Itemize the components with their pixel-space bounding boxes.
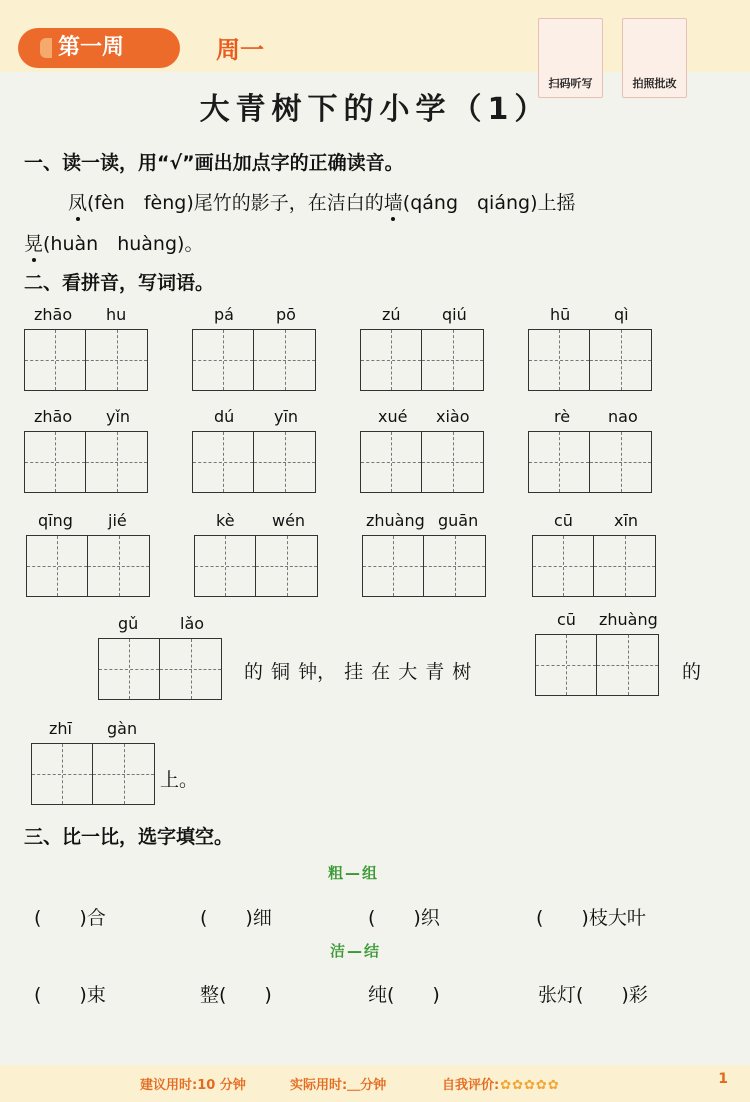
section3-heading: 三、比一比，选字填空。 [24,826,234,848]
section1-line1 [68,188,576,215]
dotted-char-qiang: 墙 [383,192,403,214]
pinyin-writing-group [194,511,320,601]
writing-cell[interactable] [597,634,659,696]
writing-cell[interactable] [422,431,484,493]
writing-cell[interactable] [424,535,486,597]
pinyin-writing-group [192,407,318,497]
writing-cell[interactable] [98,638,160,700]
writing-cell[interactable] [24,329,86,391]
fill-blank-item[interactable]: ( )细 [200,907,272,929]
pinyin-label: zhāo [34,407,73,426]
week-tab: 第一周 [18,28,180,68]
section1-line2 [24,229,203,256]
pinyin-writing-group [360,305,486,395]
writing-cell[interactable] [86,431,148,493]
pinyin-options-qiang: (qáng qiáng) [402,192,538,214]
writing-cell[interactable] [93,743,155,805]
pinyin-label: kè [216,511,235,530]
photo-grade-label: 拍照批改 [632,77,677,90]
section2-heading: 二、看拼音，写词语。 [24,272,215,294]
pinyin-writing-group [98,614,224,704]
pinyin-label: pō [276,305,296,324]
pinyin-label: rè [554,407,571,426]
pinyin-label: wén [272,511,306,530]
sentence-text-end: 上摇 [537,192,576,214]
pinyin-label: nao [608,407,638,426]
flower-icon[interactable]: ✿ [512,1078,524,1093]
flower-icon[interactable]: ✿ [535,1078,547,1093]
writing-cell[interactable] [528,431,590,493]
pinyin-writing-group [360,407,486,497]
pinyin-writing-group [31,719,157,809]
self-evaluation [442,1074,559,1093]
writing-cell[interactable] [532,535,594,597]
pinyin-options-feng: (fèn fèng) [87,192,194,214]
sentence-text: 。 [184,233,204,255]
pinyin-label: xīn [614,511,639,530]
pinyin-label: cū [557,610,576,629]
pinyin-writing-group [362,511,488,601]
writing-cell[interactable] [590,431,652,493]
actual-time: 实际用时:＿分钟 [290,1078,387,1093]
writing-cell[interactable] [194,535,256,597]
pinyin-label: xué [378,407,408,426]
pinyin-label: qīng [38,511,73,530]
char-pair-label: 粗—组 [328,864,380,882]
pinyin-label: jié [108,511,127,530]
sentence-text: 尾竹的影子，在洁白的 [193,192,384,214]
sentence-text: 上。 [160,769,199,791]
day-label: 周一 [216,36,264,64]
writing-cell[interactable] [86,329,148,391]
writing-cell[interactable] [254,329,316,391]
fill-blank-item[interactable]: ( )枝大叶 [536,907,646,929]
writing-cell[interactable] [528,329,590,391]
pinyin-label: zhuàng [599,610,658,629]
writing-cell[interactable] [535,634,597,696]
rating-flowers[interactable] [499,1078,559,1093]
writing-cell[interactable] [192,431,254,493]
pinyin-writing-group [532,511,658,601]
sentence-text: 的 [682,661,702,683]
pinyin-label: yīn [274,407,299,426]
writing-cell[interactable] [160,638,222,700]
flower-icon[interactable]: ✿ [524,1078,535,1093]
section1-heading: 一、读一读，用“√”画出加点字的正确读音。 [24,152,404,174]
pinyin-label: zú [382,305,401,324]
writing-cell[interactable] [360,329,422,391]
page-title: 大青树下的小学（1） [199,92,551,127]
pinyin-label: gàn [107,719,138,738]
dotted-char-huang: 晃 [24,233,44,255]
pinyin-label: guān [438,511,479,530]
pinyin-label: zhāo [34,305,73,324]
writing-cell[interactable] [362,535,424,597]
pinyin-writing-group [528,407,654,497]
self-evaluation-label: 自我评价: [442,1078,500,1093]
pinyin-label: zhuàng [366,511,425,530]
pinyin-writing-group [24,305,150,395]
pinyin-writing-group [192,305,318,395]
pinyin-writing-group [535,610,661,700]
pinyin-writing-group [26,511,152,601]
writing-cell[interactable] [24,431,86,493]
fill-blank-item[interactable]: 整( ) [200,984,272,1006]
pinyin-label: zhī [49,719,72,738]
suggested-time: 建议用时:10 分钟 [140,1078,246,1093]
pinyin-label: yǐn [106,407,131,426]
writing-cell[interactable] [192,329,254,391]
pinyin-writing-group [24,407,150,497]
pinyin-label: lǎo [180,614,205,633]
sentence-text: 的 铜 钟， 挂 在 大 青 树 [244,661,472,683]
pinyin-label: dú [214,407,235,426]
pinyin-options-huang: (huàn huàng) [43,233,185,255]
page-number: 1 [718,1071,728,1087]
fill-blank-item[interactable]: 纯( ) [368,984,440,1006]
writing-cell[interactable] [256,535,318,597]
flower-icon[interactable]: ✿ [547,1078,559,1093]
writing-cell[interactable] [31,743,93,805]
fill-blank-item[interactable]: ( )合 [34,907,106,929]
char-pair-label: 洁—结 [330,942,382,960]
pinyin-label: pá [214,305,234,324]
scan-listen-label: 扫码听写 [548,77,593,90]
fill-blank-item[interactable]: ( )束 [34,984,106,1006]
fill-blank-item[interactable]: 张灯( )彩 [538,984,648,1006]
flower-icon[interactable]: ✿ [500,1078,512,1093]
pinyin-label: hu [106,305,127,324]
pinyin-label: qì [614,305,629,324]
pinyin-label: xiào [436,407,470,426]
writing-cell[interactable] [254,431,316,493]
footer-bar [0,1065,750,1102]
pinyin-label: hū [550,305,571,324]
writing-cell[interactable] [360,431,422,493]
writing-cell[interactable] [590,329,652,391]
pinyin-label: qiú [442,305,467,324]
pinyin-writing-group [528,305,654,395]
writing-cell[interactable] [88,535,150,597]
writing-cell[interactable] [26,535,88,597]
pinyin-label: gǔ [118,614,139,633]
fill-blank-item[interactable]: ( )织 [368,907,440,929]
writing-cell[interactable] [594,535,656,597]
writing-cell[interactable] [422,329,484,391]
dotted-char-feng: 凤 [68,192,88,214]
pinyin-label: cū [554,511,573,530]
